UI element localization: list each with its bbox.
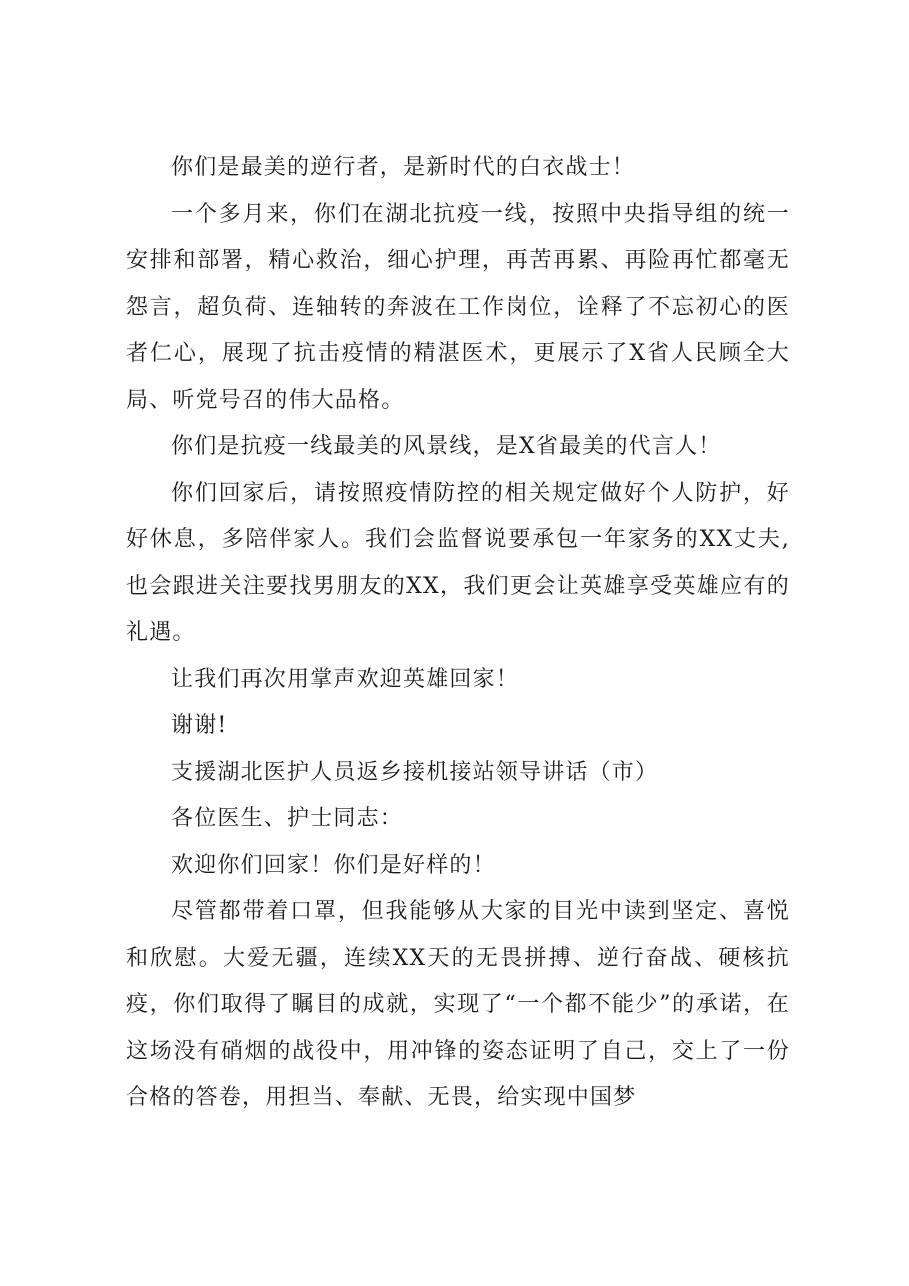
paragraph: 尽管都带着口罩，但我能够从大家的目光中读到坚定、喜悦和欣慰。大爱无疆，连续XX天的无畏拼搏、逆行奋战、硬核抗疫，你们取得了瞩目的成就，实现了“一个都不能少”的承诺，在这场没有硝烟的战役中，用冲锋的姿态证明了自己，交上了一份合格的答卷，用担当、奉献、无畏，给实现中国梦: [126, 899, 790, 1110]
paragraph: 你们是抗疫一线最美的风景线，是X省最美的代言人！: [171, 434, 722, 459]
paragraph: 你们回家后，请按照疫情防控的相关规定做好个人防护，好好休息，多陪伴家人。我们会监督说要承包一年家务的XX丈夫,也会跟进关注要找男朋友的XX，我们更会让英雄享受英雄应有的礼遇。: [126, 480, 790, 645]
section-heading: 支援湖北医护人员返乡接机接站领导讲话（市）: [171, 759, 659, 785]
paragraph: 你们是最美的逆行者，是新时代的白衣战士！: [171, 155, 636, 180]
paragraph: 一个多月来，你们在湖北抗疫一线，按照中央指导组的统一安排和部署，精心救治，细心护理，再苦再累、再险再忙都毫无怨言，超负荷、连轴转的奔波在工作岗位，诠释了不忘初心的医者仁心，展现了抗击疫情的精湛医术，更展示了X省人民顾全大局、听党号召的伟大品格。: [126, 201, 790, 413]
paragraph: 让我们再次用掌声欢迎英雄回家！: [171, 666, 520, 692]
paragraph: 谢谢!: [171, 713, 228, 738]
document-body: [126, 145, 790, 1122]
salutation: 各位医生、护士同志：: [171, 806, 404, 831]
paragraph: 欢迎你们回家！你们是好样的！: [171, 852, 496, 878]
